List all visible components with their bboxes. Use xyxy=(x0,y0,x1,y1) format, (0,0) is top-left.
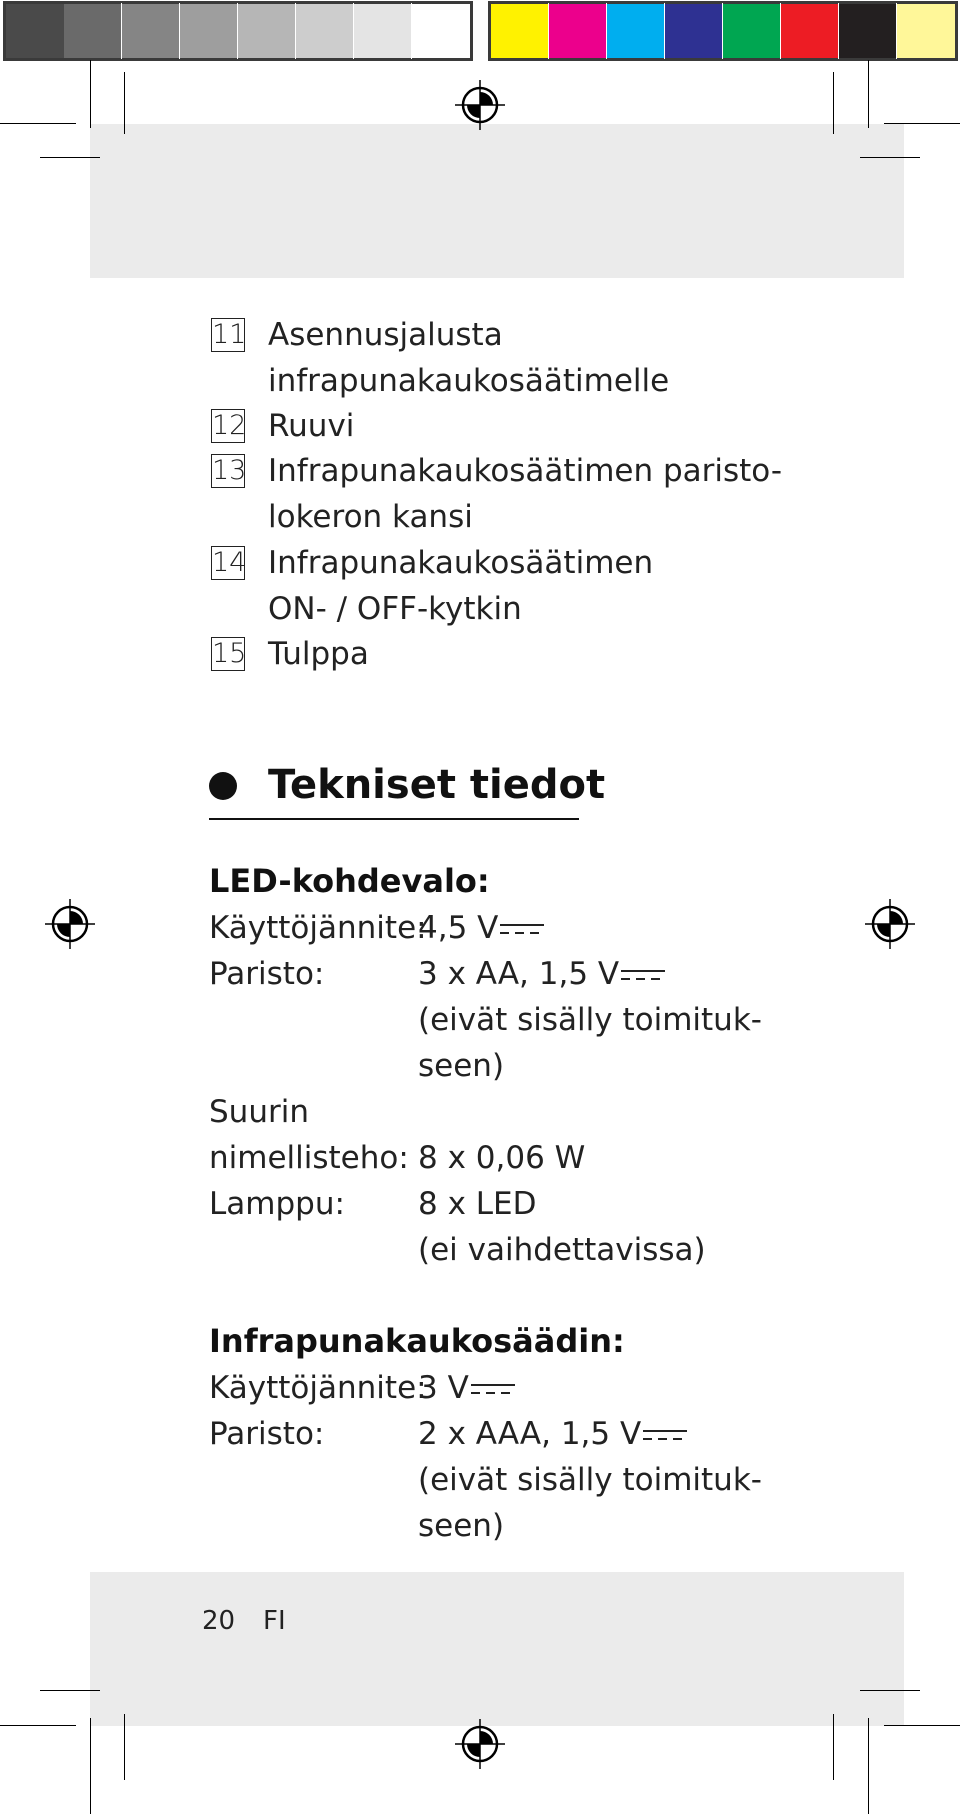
led-voltage-value: 4,5 V xyxy=(418,910,544,946)
swatch-divider xyxy=(295,3,296,59)
heading-underline xyxy=(209,818,579,820)
led-battery-value: 3 x AA, 1,5 V xyxy=(418,956,665,992)
crop-mark xyxy=(860,157,920,158)
crop-mark xyxy=(124,72,125,134)
remote-battery-label: Paristo: xyxy=(209,1416,325,1452)
language-code: FI xyxy=(263,1606,286,1636)
crop-mark xyxy=(40,157,100,158)
part-label: infrapunakaukosäätimelle xyxy=(268,363,670,399)
crop-mark xyxy=(884,1725,960,1726)
led-battery-note: seen) xyxy=(418,1048,505,1084)
led-lamp-note: (ei vaihdettavissa) xyxy=(418,1232,706,1268)
crop-mark xyxy=(833,72,834,134)
swatch-divider xyxy=(353,3,354,59)
part-number: 14 xyxy=(212,547,247,578)
led-power-label: Suurin xyxy=(209,1094,309,1130)
remote-battery-note: seen) xyxy=(418,1508,505,1544)
swatch-divider xyxy=(606,3,607,59)
part-label: lokeron kansi xyxy=(268,499,473,535)
swatch-divider xyxy=(896,3,897,59)
part-number: 13 xyxy=(212,455,247,486)
footer-panel xyxy=(90,1572,904,1726)
crop-mark xyxy=(860,1690,920,1691)
swatch-divider xyxy=(121,3,122,59)
part-number: 11 xyxy=(212,319,247,350)
crop-mark xyxy=(0,123,76,124)
swatch-divider xyxy=(411,3,412,59)
remote-voltage-value: 3 V xyxy=(418,1370,515,1406)
header-panel xyxy=(90,124,904,278)
remote-battery-value: 2 x AAA, 1,5 V xyxy=(418,1416,687,1452)
color-frame xyxy=(488,1,958,61)
crop-mark xyxy=(90,60,91,128)
led-heading: LED-kohdevalo: xyxy=(209,862,490,900)
section-title: Tekniset tiedot xyxy=(268,762,606,808)
swatch-divider xyxy=(780,3,781,59)
crop-mark xyxy=(868,1718,869,1814)
swatch-divider xyxy=(664,3,665,59)
part-number: 12 xyxy=(212,410,247,441)
swatch-divider xyxy=(722,3,723,59)
led-power-value: 8 x 0,06 W xyxy=(418,1140,586,1176)
registration-mark-icon xyxy=(45,899,95,949)
bullet-icon xyxy=(209,772,237,800)
remote-battery-note: (eivät sisälly toimituk- xyxy=(418,1462,762,1498)
remote-heading: Infrapunakaukosäädin: xyxy=(209,1322,625,1360)
led-power-label: nimellisteho: xyxy=(209,1140,409,1176)
crop-mark xyxy=(40,1690,100,1691)
swatch-divider xyxy=(237,3,238,59)
part-label: ON- / OFF-kytkin xyxy=(268,591,522,627)
crop-mark xyxy=(868,60,869,128)
led-battery-note: (eivät sisälly toimituk- xyxy=(418,1002,762,1038)
dc-symbol-icon xyxy=(471,1382,515,1398)
swatch-divider xyxy=(548,3,549,59)
dc-symbol-icon xyxy=(621,968,665,984)
registration-mark-icon xyxy=(455,80,505,130)
led-voltage-label: Käyttöjännite: xyxy=(209,910,427,946)
gray-frame xyxy=(3,1,473,61)
led-lamp-label: Lamppu: xyxy=(209,1186,345,1222)
part-label: Tulppa xyxy=(268,636,369,672)
dc-symbol-icon xyxy=(500,922,544,938)
part-label: Ruuvi xyxy=(268,408,355,444)
registration-mark-icon xyxy=(455,1719,505,1769)
remote-voltage-label: Käyttöjännite: xyxy=(209,1370,427,1406)
swatch-divider xyxy=(838,3,839,59)
part-label: Infrapunakaukosäätimen paristo- xyxy=(268,453,783,489)
part-number: 15 xyxy=(212,638,247,669)
part-label: Infrapunakaukosäätimen xyxy=(268,545,654,581)
crop-mark xyxy=(884,123,960,124)
led-battery-label: Paristo: xyxy=(209,956,325,992)
part-label: Asennusjalusta xyxy=(268,317,503,353)
swatch-divider xyxy=(179,3,180,59)
crop-mark xyxy=(90,1718,91,1814)
crop-mark xyxy=(124,1714,125,1780)
crop-mark xyxy=(833,1714,834,1780)
page-number: 20 xyxy=(202,1606,236,1636)
dc-symbol-icon xyxy=(643,1428,687,1444)
registration-mark-icon xyxy=(865,899,915,949)
led-lamp-value: 8 x LED xyxy=(418,1186,537,1222)
crop-mark xyxy=(0,1725,76,1726)
